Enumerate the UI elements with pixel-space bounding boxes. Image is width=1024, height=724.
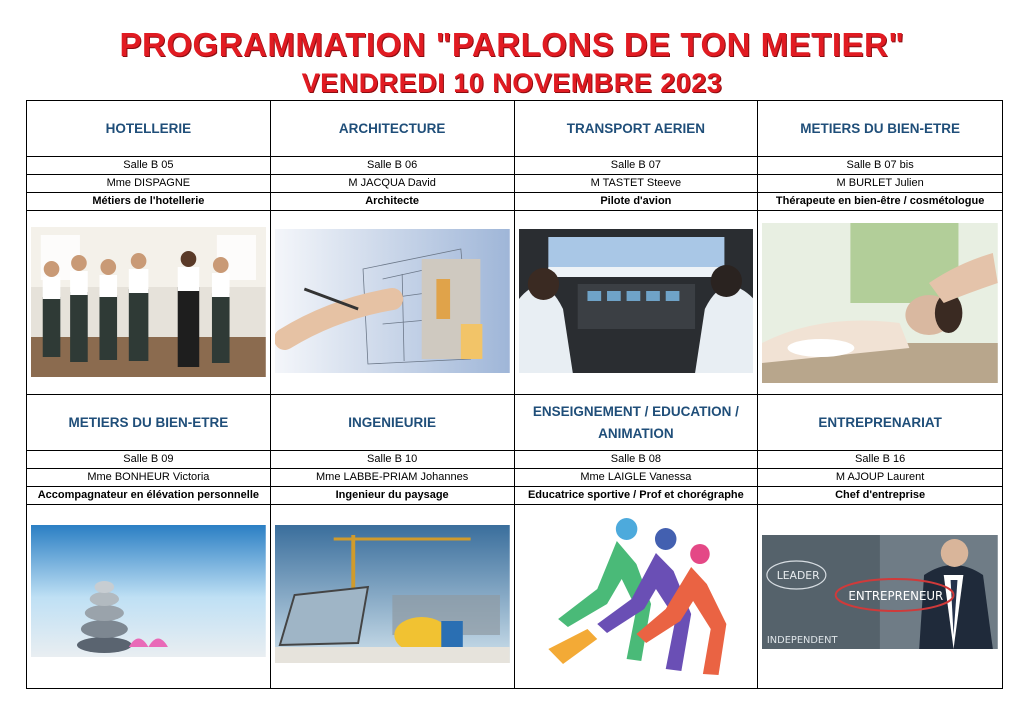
program-card [27,101,271,394]
job-title: Pilote d'avion [515,193,758,211]
program-table [26,100,1003,689]
speaker-name: M TASTET Steeve [515,175,758,193]
program-card [271,101,515,394]
program-row [27,101,1002,395]
category-title: ENTREPRENARIAT [758,395,1002,451]
leader-text: LEADER [776,568,820,583]
event-date: VENDREDI 10 NOVEMBRE 2023 [301,68,723,98]
runners-illustration [519,509,754,681]
speaker-name: Mme BONHEUR Victoria [27,469,270,487]
category-title: TRANSPORT AERIEN [515,101,758,157]
room-label: Salle B 07 bis [758,157,1002,175]
program-card [515,395,759,688]
category-title: INGENIEURIE [271,395,514,451]
room-label: Salle B 07 [515,157,758,175]
job-title: Thérapeute en bien-être / cosmétologue [758,193,1002,211]
category-title: ENSEIGNEMENT / EDUCATION / ANIMATION [515,395,758,451]
program-card [515,101,759,394]
entrepreneur-text: ENTREPRENEUR [848,588,944,604]
job-title: Accompagnateur en élévation personnelle [27,487,270,505]
job-title: Métiers de l'hotellerie [27,193,270,211]
architect-sketch-photo [275,229,510,373]
zen-stones-photo [31,525,266,657]
category-title: ARCHITECTURE [271,101,514,157]
independent-text: INDEPENDENT [767,634,838,647]
job-title: Architecte [271,193,514,211]
massage-spa-photo [762,223,998,383]
program-card [758,395,1002,688]
room-label: Salle B 09 [27,451,270,469]
room-label: Salle B 06 [271,157,514,175]
room-label: Salle B 10 [271,451,514,469]
job-title: Chef d'entreprise [758,487,1002,505]
entrepreneur-photo [762,535,998,649]
program-card [271,395,515,688]
speaker-name: Mme LAIGLE Vanessa [515,469,758,487]
page-title: PROGRAMMATION "PARLONS DE TON METIER" [119,26,905,63]
construction-site-photo [275,525,510,663]
room-label: Salle B 05 [27,157,270,175]
speaker-name: Mme DISPAGNE [27,175,270,193]
speaker-name: M AJOUP Laurent [758,469,1002,487]
program-card [758,101,1002,394]
room-label: Salle B 16 [758,451,1002,469]
category-title: HOTELLERIE [27,101,270,157]
job-title: Educatrice sportive / Prof et chorégraphe [515,487,758,505]
category-title: METIERS DU BIEN-ETRE [27,395,270,451]
hotel-staff-photo [31,227,266,377]
category-title: METIERS DU BIEN-ETRE [758,101,1002,157]
speaker-name: M BURLET Julien [758,175,1002,193]
program-card [27,395,271,688]
program-row [27,395,1002,688]
job-title: Ingenieur du paysage [271,487,514,505]
speaker-name: M JACQUA David [271,175,514,193]
cockpit-pilots-photo [519,229,754,373]
room-label: Salle B 08 [515,451,758,469]
speaker-name: Mme LABBE-PRIAM Johannes [271,469,514,487]
